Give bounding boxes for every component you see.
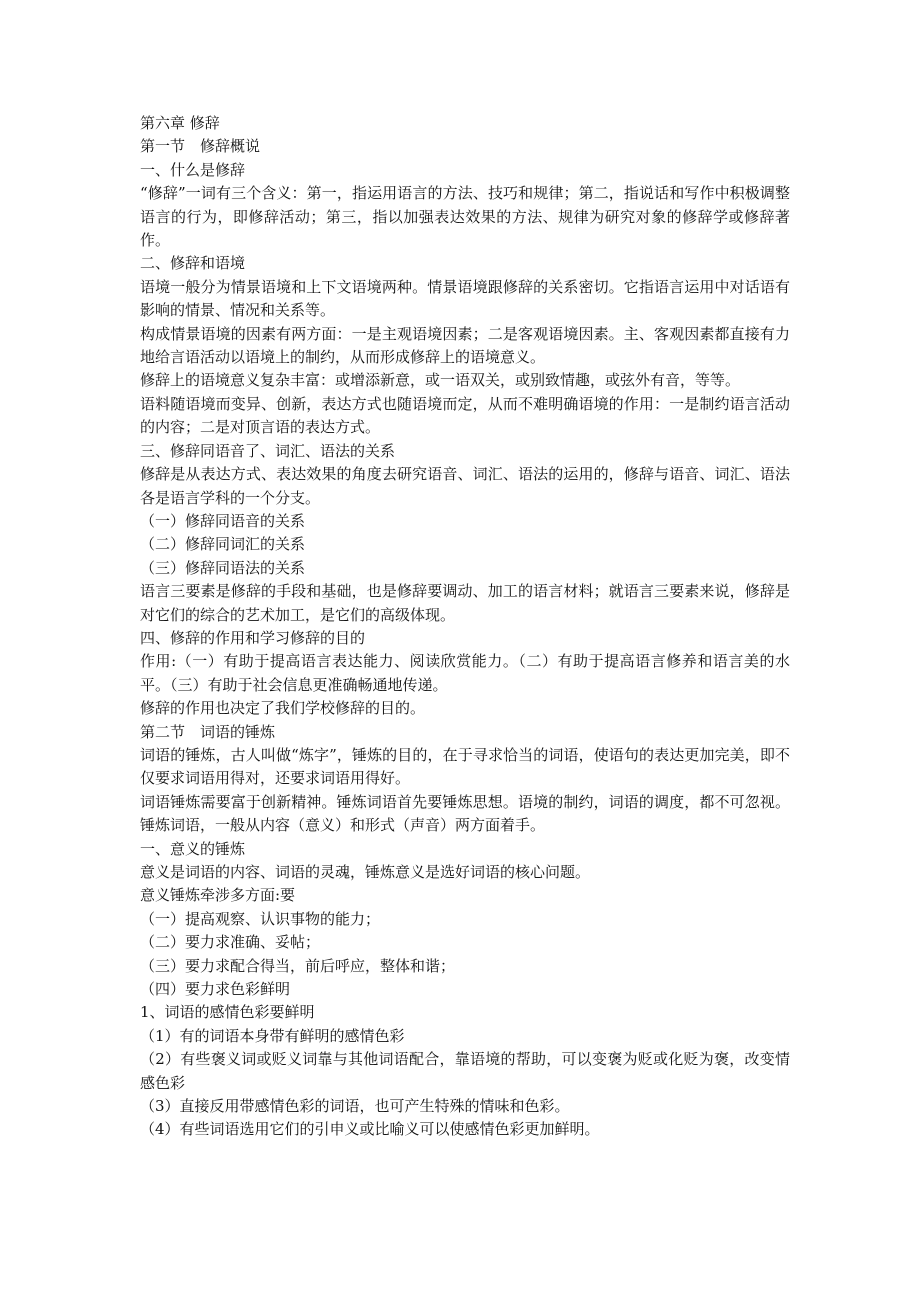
list-item: （一）修辞同语音的关系 [140, 511, 306, 530]
paragraph: “修辞”一词有三个含义：第一，指运用语言的方法、技巧和规律；第二，指说话和写作中积极调整语言的行为，即修辞活动；第三，指以加强表达效果的方法、规律为研究对象的修辞学或修辞著作。 [140, 184, 790, 250]
paragraph: 词语的锤炼，古人叫做“炼字”，锤炼的目的，在于寻求恰当的词语，使语句的表达更加完美，即不仅要求词语用得对，还要求词语用得好。 [140, 745, 790, 788]
list-item: （1）有的词语本身带有鲜明的感情色彩 [140, 1026, 405, 1045]
list-item: （4）有些词语选用它们的引申义或比喻义可以使感情色彩更加鲜明。 [140, 1120, 600, 1139]
paragraph: 语言三要素是修辞的手段和基础，也是修辞要调动、加工的语言材料；就语言三要素来说，修辞是对它们的综合的艺术加工，是它们的高级体现。 [140, 582, 790, 624]
subsection-heading: 四、修辞的作用和学习修辞的目的 [140, 628, 366, 647]
paragraph: 词语锤炼需要富于创新精神。锤炼词语首先要锤炼思想。语境的制约，词语的调度，都不可忽视。锤炼词语，一般从内容（意义）和形式（声音）两方面着手。 [140, 792, 790, 835]
list-item: （三）要力求配合得当，前后呼应，整体和谐； [140, 956, 456, 975]
numbered-heading: 1、词语的感情色彩要鲜明 [140, 1003, 315, 1022]
paragraph: 作用:（一）有助于提高语言表达能力、阅读欣赏能力。（二）有助于提高语言修养和语言美的水平。（三）有助于社会信息更准确畅通地传递。 [140, 652, 790, 694]
paragraph: 语境一般分为情景语境和上下文语境两种。情景语境跟修辞的关系密切。它指语言运用中对话语有影响的情景、情况和关系等。 [140, 277, 790, 320]
subsection-heading: 一、什么是修辞 [140, 160, 246, 179]
paragraph: 构成情景语境的因素有两方面：一是主观语境因素；二是客观语境因素。主、客观因素都直接有力地给言语活动以语境上的制约，从而形成修辞上的语境意义。 [140, 324, 790, 367]
list-item: （四）要力求色彩鲜明 [140, 980, 291, 999]
list-item: （二）修辞同词汇的关系 [140, 535, 306, 554]
list-item: （二）要力求准确、妥帖； [140, 933, 321, 952]
list-item: （三）修辞同语法的关系 [140, 558, 306, 577]
paragraph: 修辞的作用也决定了我们学校修辞的目的。 [140, 699, 426, 718]
paragraph: 修辞是从表达方式、表达效果的角度去研究语音、词汇、语法的运用的，修辞与语音、词汇、语法各是语言学科的一个分支。 [140, 465, 790, 507]
document-body [140, 112, 790, 1142]
subsection-heading: 二、修辞和语境 [140, 254, 246, 273]
list-item: （一）提高观察、认识事物的能力； [140, 909, 381, 928]
section-heading: 第一节 修辞概说 [140, 137, 261, 156]
paragraph: 意义锤炼牵涉多方面:要 [140, 886, 296, 905]
list-item: （2）有些褒义词或贬义词靠与其他词语配合，靠语境的帮助，可以变褒为贬或化贬为褒，改变情感色彩 [140, 1050, 790, 1092]
chapter-title: 第六章 修辞 [140, 114, 220, 132]
list-item: （3）直接反用带感情色彩的词语，也可产生特殊的情味和色彩。 [140, 1097, 570, 1116]
paragraph: 意义是词语的内容、词语的灵魂，锤炼意义是选好词语的核心问题。 [140, 863, 591, 881]
paragraph: 语料随语境而变异、创新，表达方式也随语境而定，从而不难明确语境的作用：一是制约语言活动的内容；二是对顶言语的表达方式。 [140, 394, 790, 437]
section-heading: 第二节 词语的锤炼 [140, 722, 276, 741]
subsection-heading: 一、意义的锤炼 [140, 839, 246, 858]
subsection-heading: 三、修辞同语音了、词汇、语法的关系 [140, 441, 396, 460]
paragraph: 修辞上的语境意义复杂丰富：或增添新意，或一语双关，或别致情趣，或弦外有音，等等。 [140, 371, 741, 390]
